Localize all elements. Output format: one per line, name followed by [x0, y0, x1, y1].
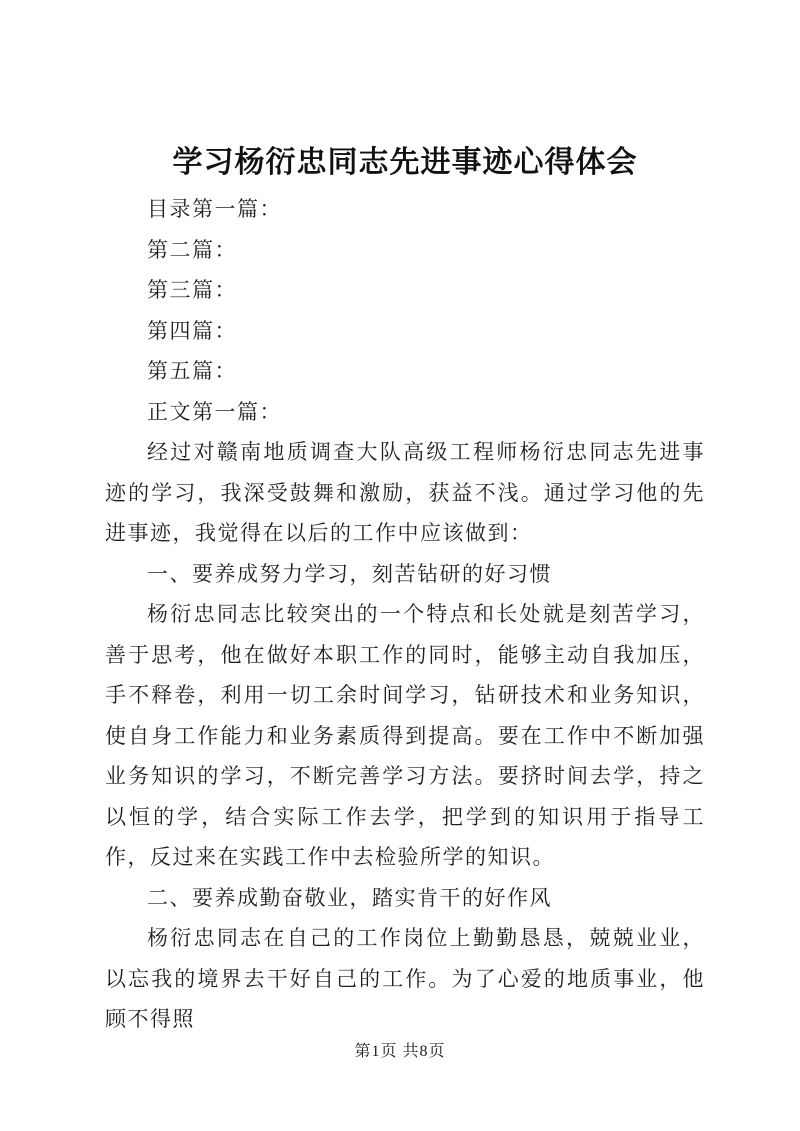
- toc-line: 第二篇：: [147, 237, 237, 262]
- section-heading: 二、要养成勤奋敬业，踏实肯干的好作风: [147, 885, 552, 910]
- paragraph: 杨衍忠同志比较突出的一个特点和长处就是刻苦学习，善于思考，他在做好本职工作的同时，能够主动自我加压，手不释卷，利用一切工余时间学习，钻研技术和业务知识，使自身工作能力和业务素质得到提高。要在工作中不断加强业务知识的学习，不断完善学习方法。要挤时间去学，持之以恒的学，结合实际工作去学，把学到的知识用于指导工作，反过来在实践工作中去检验所学的知识。: [105, 602, 705, 869]
- page-number-footer: 第1页 共8页: [354, 1043, 446, 1060]
- toc-line: 第五篇：: [147, 359, 237, 383]
- section-heading: 一、要养成努力学习，刻苦钻研的好习惯: [147, 561, 552, 586]
- document-title: 学习杨衍忠同志先进事迹心得体会: [172, 146, 638, 179]
- paragraph: 杨衍忠同志在自己的工作岗位上勤勤恳恳，兢兢业业，以忘我的境界去干好自己的工作。为了心爱的地质事业，他顾不得照: [105, 926, 705, 1031]
- paragraph: 经过对赣南地质调查大队高级工程师杨衍忠同志先进事迹的学习，我深受鼓舞和激励，获益不浅。通过学习他的先进事迹，我觉得在以后的工作中应该做到：: [105, 440, 705, 545]
- toc-line: 目录第一篇：: [147, 197, 282, 221]
- toc-line: 第三篇：: [147, 278, 237, 302]
- toc-line: 正文第一篇：: [147, 399, 282, 424]
- document-body: [105, 189, 705, 1040]
- toc-line: 第四篇：: [147, 318, 237, 343]
- document-content: [105, 143, 705, 1040]
